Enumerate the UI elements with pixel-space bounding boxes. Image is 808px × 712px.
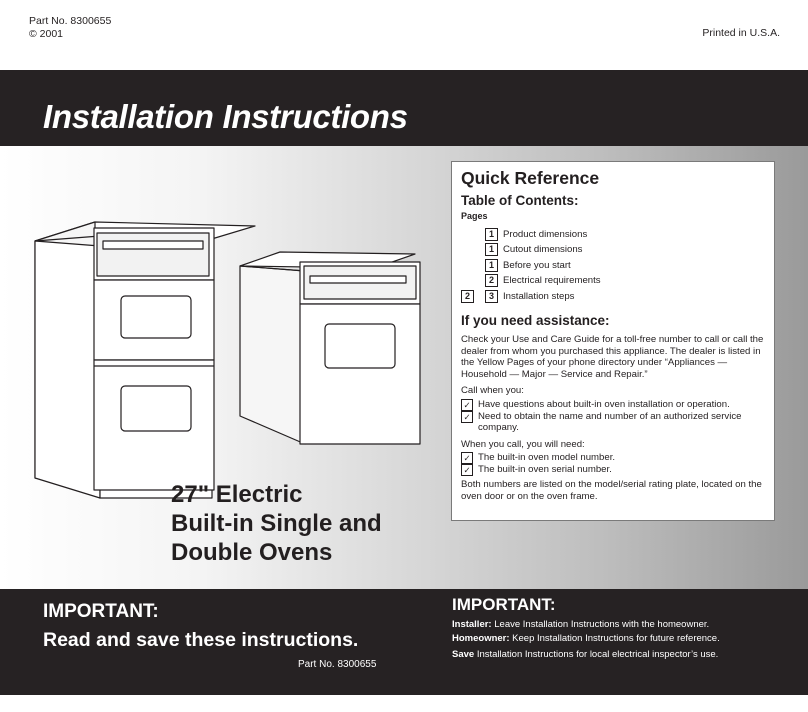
double-oven-drawing bbox=[35, 222, 255, 498]
page-number-box: 3 bbox=[485, 290, 498, 303]
page-number-box: 1 bbox=[485, 243, 498, 256]
need-label: When you call, you will need: bbox=[461, 438, 585, 450]
quick-reference-box bbox=[451, 161, 775, 521]
checklist-text: Have questions about built-in oven installation or operation. bbox=[478, 398, 730, 410]
toc-item bbox=[461, 227, 764, 243]
page-number-box: 2 bbox=[461, 290, 474, 303]
product-title-line3: Double Ovens bbox=[171, 539, 333, 566]
printed-in: Printed in U.S.A. bbox=[702, 27, 780, 39]
important-line-text: Leave Installation Instructions with the homeowner. bbox=[491, 619, 710, 630]
important-line-bold: Installer: bbox=[452, 619, 492, 630]
checklist-item bbox=[461, 411, 764, 434]
toc-label: Product dimensions bbox=[503, 228, 588, 240]
quick-reference-heading: Quick Reference bbox=[461, 168, 600, 188]
call-when-label: Call when you: bbox=[461, 385, 524, 396]
important-heading-right: IMPORTANT: bbox=[452, 595, 556, 614]
main-title: Installation Instructions bbox=[43, 98, 408, 135]
oven-illustration bbox=[30, 216, 440, 516]
page-number-box: 2 bbox=[485, 274, 498, 287]
important-heading-left: IMPORTANT: bbox=[43, 601, 159, 622]
checklist-item bbox=[461, 464, 764, 476]
assistance-text: Check your Use and Care Guide for a toll-free number to call or call the dealer from whom you purchased this appliance. The dealer is listed in the Yellow Pages of your phone directory under “Appliances — Household — Major — Service and Repair.” bbox=[461, 334, 764, 380]
important-line-bold: Save bbox=[452, 649, 475, 660]
copyright: © 2001 bbox=[29, 28, 64, 40]
page-number-box: 1 bbox=[485, 228, 498, 241]
rating-plate-text: Both numbers are listed on the model/serial rating plate, located on the oven door or on the oven frame. bbox=[461, 479, 762, 502]
toc-label: Cutout dimensions bbox=[503, 244, 583, 255]
toc-item bbox=[461, 273, 764, 289]
part-number-bottom: Part No. 8300655 bbox=[298, 659, 377, 670]
pages-label: Pages bbox=[461, 211, 488, 221]
checkbox-checked-icon: ✓ bbox=[461, 411, 473, 423]
assistance-heading: If you need assistance: bbox=[461, 313, 610, 328]
checklist-text: The built-in oven model number. bbox=[478, 452, 616, 463]
toc-item bbox=[461, 242, 764, 258]
toc-heading: Table of Contents: bbox=[461, 193, 579, 208]
important-line-bold: Homeowner: bbox=[452, 633, 510, 644]
checklist-text: The built-in oven serial number. bbox=[478, 464, 612, 475]
important-line-text: Keep Installation Instructions for future reference. bbox=[509, 633, 720, 644]
read-save-text: Read and save these instructions. bbox=[43, 629, 359, 651]
checklist-item bbox=[461, 399, 764, 411]
important-line bbox=[452, 619, 709, 630]
product-title-line1: 27" Electric bbox=[171, 481, 303, 508]
important-line bbox=[452, 633, 720, 644]
document-header-left bbox=[29, 15, 111, 41]
checkbox-checked-icon: ✓ bbox=[461, 452, 473, 464]
checkbox-checked-icon: ✓ bbox=[461, 399, 473, 411]
product-title bbox=[171, 480, 382, 567]
toc-label: Electrical requirements bbox=[503, 275, 601, 286]
toc-item bbox=[461, 258, 764, 274]
toc-item bbox=[461, 289, 764, 305]
important-line-text: Installation Instructions for local electrical inspector’s use. bbox=[474, 649, 719, 660]
checkbox-checked-icon: ✓ bbox=[461, 464, 473, 476]
part-number: Part No. 8300655 bbox=[29, 15, 112, 27]
checklist-item bbox=[461, 452, 764, 464]
checklist-text: Need to obtain the name and number of an authorized service company. bbox=[478, 410, 742, 433]
single-oven-drawing bbox=[240, 252, 420, 444]
product-title-line2: Built-in Single and bbox=[171, 510, 382, 537]
toc-label: Installation steps bbox=[503, 290, 575, 302]
page-number-box: 1 bbox=[485, 259, 498, 272]
important-line bbox=[452, 649, 718, 660]
toc-label: Before you start bbox=[503, 259, 571, 271]
